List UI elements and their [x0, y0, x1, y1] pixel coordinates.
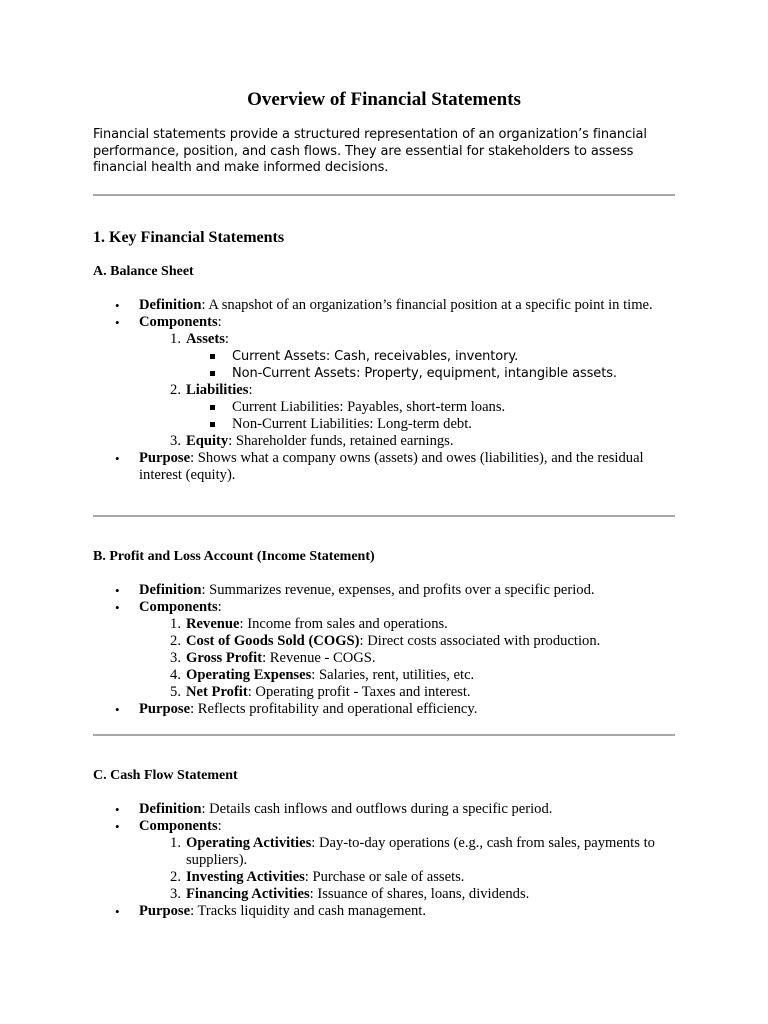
purpose-label: Purpose: [139, 450, 191, 466]
list-item: [93, 599, 675, 616]
item-number: 3.: [170, 650, 181, 666]
purpose-text: : Reflects profitability and operational efficiency.: [190, 701, 478, 717]
sub-item-text: Current Liabilities: Payables, short-term loans.: [232, 399, 506, 415]
definition-text: : Summarizes revenue, expenses, and profits over a specific period.: [201, 582, 595, 598]
square-bullet-icon: [210, 405, 215, 410]
item-number: 4.: [170, 667, 181, 683]
sub-item: [93, 399, 675, 416]
square-bullet-icon: [210, 371, 215, 376]
definition-text: : Details cash inflows and outflows during a specific period.: [201, 801, 553, 817]
list-item: [93, 297, 675, 314]
bullet-icon: •: [115, 315, 120, 330]
page-title: Overview of Financial Statements: [247, 89, 521, 110]
numbered-item: [93, 869, 675, 886]
divider: [93, 194, 675, 196]
item-label: Operating Expenses: [186, 667, 312, 683]
square-bullet-icon: [210, 354, 215, 359]
sub-item-text: Non-Current Liabilities: Long-term debt.: [232, 416, 472, 432]
item-text: : Shareholder funds, retained earnings.: [228, 433, 454, 449]
item-label: Gross Profit: [186, 650, 263, 666]
definition-label: Definition: [139, 801, 202, 817]
item-text: : Day-to-day operations (e.g., cash from sales, payments to suppliers).: [186, 835, 655, 868]
cash-flow-heading: C. Cash Flow Statement: [93, 768, 238, 783]
item-label: Revenue: [186, 616, 240, 632]
item-number: 2.: [170, 633, 181, 649]
item-label: Investing Activities: [186, 869, 305, 885]
square-bullet-icon: [210, 422, 215, 427]
purpose-text: : Shows what a company owns (assets) and owes (liabilities), and the residual interest (equity).: [139, 450, 644, 483]
bullet-icon: •: [115, 702, 120, 717]
item-text: :: [224, 331, 229, 347]
components-label: Components: [139, 599, 218, 615]
item-number: 3.: [170, 886, 181, 902]
bullet-icon: •: [115, 819, 120, 834]
item-label: Assets: [186, 331, 225, 347]
numbered-item: [93, 331, 675, 348]
item-text: :: [248, 382, 253, 398]
components-label: Components: [139, 818, 218, 834]
item-text: : Revenue - COGS.: [262, 650, 376, 666]
numbered-item: [93, 633, 675, 650]
numbered-item: [93, 886, 675, 903]
numbered-item: [93, 667, 675, 684]
bullet-icon: •: [115, 298, 120, 313]
definition-label: Definition: [139, 582, 202, 598]
components-colon: :: [217, 818, 222, 834]
item-number: 2.: [170, 869, 181, 885]
bullet-icon: •: [115, 600, 120, 615]
item-text: : Salaries, rent, utilities, etc.: [311, 667, 475, 683]
section-heading: 1. Key Financial Statements: [93, 229, 285, 246]
components-colon: :: [217, 314, 222, 330]
item-label: Financing Activities: [186, 886, 310, 902]
numbered-item: [93, 382, 675, 399]
numbered-item: [93, 616, 675, 633]
sub-item-text: Non-Current Assets: Property, equipment, intangible assets.: [232, 366, 617, 381]
components-colon: :: [217, 599, 222, 615]
list-item: [93, 582, 675, 599]
list-item: [93, 903, 675, 920]
numbered-item: [93, 835, 675, 869]
numbered-item: [93, 650, 675, 667]
item-label: Operating Activities: [186, 835, 312, 851]
item-number: 2.: [170, 382, 181, 398]
item-text: : Income from sales and operations.: [239, 616, 448, 632]
item-label: Cost of Goods Sold (COGS): [186, 633, 360, 649]
components-label: Components: [139, 314, 218, 330]
purpose-text: : Tracks liquidity and cash management.: [190, 903, 426, 919]
profit-loss-list: [93, 582, 675, 718]
sub-item-text: Current Assets: Cash, receivables, inventory.: [232, 349, 519, 364]
item-label: Net Profit: [186, 684, 248, 700]
list-item: [93, 701, 675, 718]
numbered-item: [93, 433, 675, 450]
item-label: Equity: [186, 433, 229, 449]
item-text: : Purchase or sale of assets.: [304, 869, 465, 885]
divider: [93, 515, 675, 517]
list-item: [93, 818, 675, 835]
item-number: 3.: [170, 433, 181, 449]
balance-sheet-list: [93, 297, 675, 484]
item-number: 1.: [170, 331, 181, 347]
definition-text: : A snapshot of an organization’s financial position at a specific point in time.: [201, 297, 653, 313]
item-text: : Operating profit - Taxes and interest.: [247, 684, 471, 700]
list-item: [93, 314, 675, 331]
purpose-label: Purpose: [139, 701, 191, 717]
item-label: Liabilities: [186, 382, 249, 398]
bullet-icon: •: [115, 802, 120, 817]
item-text: : Issuance of shares, loans, dividends.: [309, 886, 530, 902]
item-number: 1.: [170, 835, 181, 851]
bullet-icon: •: [115, 904, 120, 919]
item-number: 1.: [170, 616, 181, 632]
definition-label: Definition: [139, 297, 202, 313]
numbered-item: [93, 684, 675, 701]
item-text: : Direct costs associated with production.: [359, 633, 601, 649]
list-item: [93, 450, 675, 484]
balance-sheet-heading: A. Balance Sheet: [93, 264, 194, 279]
divider: [93, 734, 675, 736]
profit-loss-heading: B. Profit and Loss Account (Income Statement): [93, 549, 375, 564]
purpose-label: Purpose: [139, 903, 191, 919]
intro-paragraph: Financial statements provide a structured representation of an organization’s financial performance, position, and cash flows. They are essential for stakeholders to assess financial health and make informed decisions.: [93, 127, 647, 175]
sub-item: [93, 416, 675, 433]
bullet-icon: •: [115, 451, 120, 466]
list-item: [93, 801, 675, 818]
sub-item: [93, 348, 675, 365]
sub-item: [93, 365, 675, 382]
bullet-icon: •: [115, 583, 120, 598]
cash-flow-list: [93, 801, 675, 920]
item-number: 5.: [170, 684, 181, 700]
